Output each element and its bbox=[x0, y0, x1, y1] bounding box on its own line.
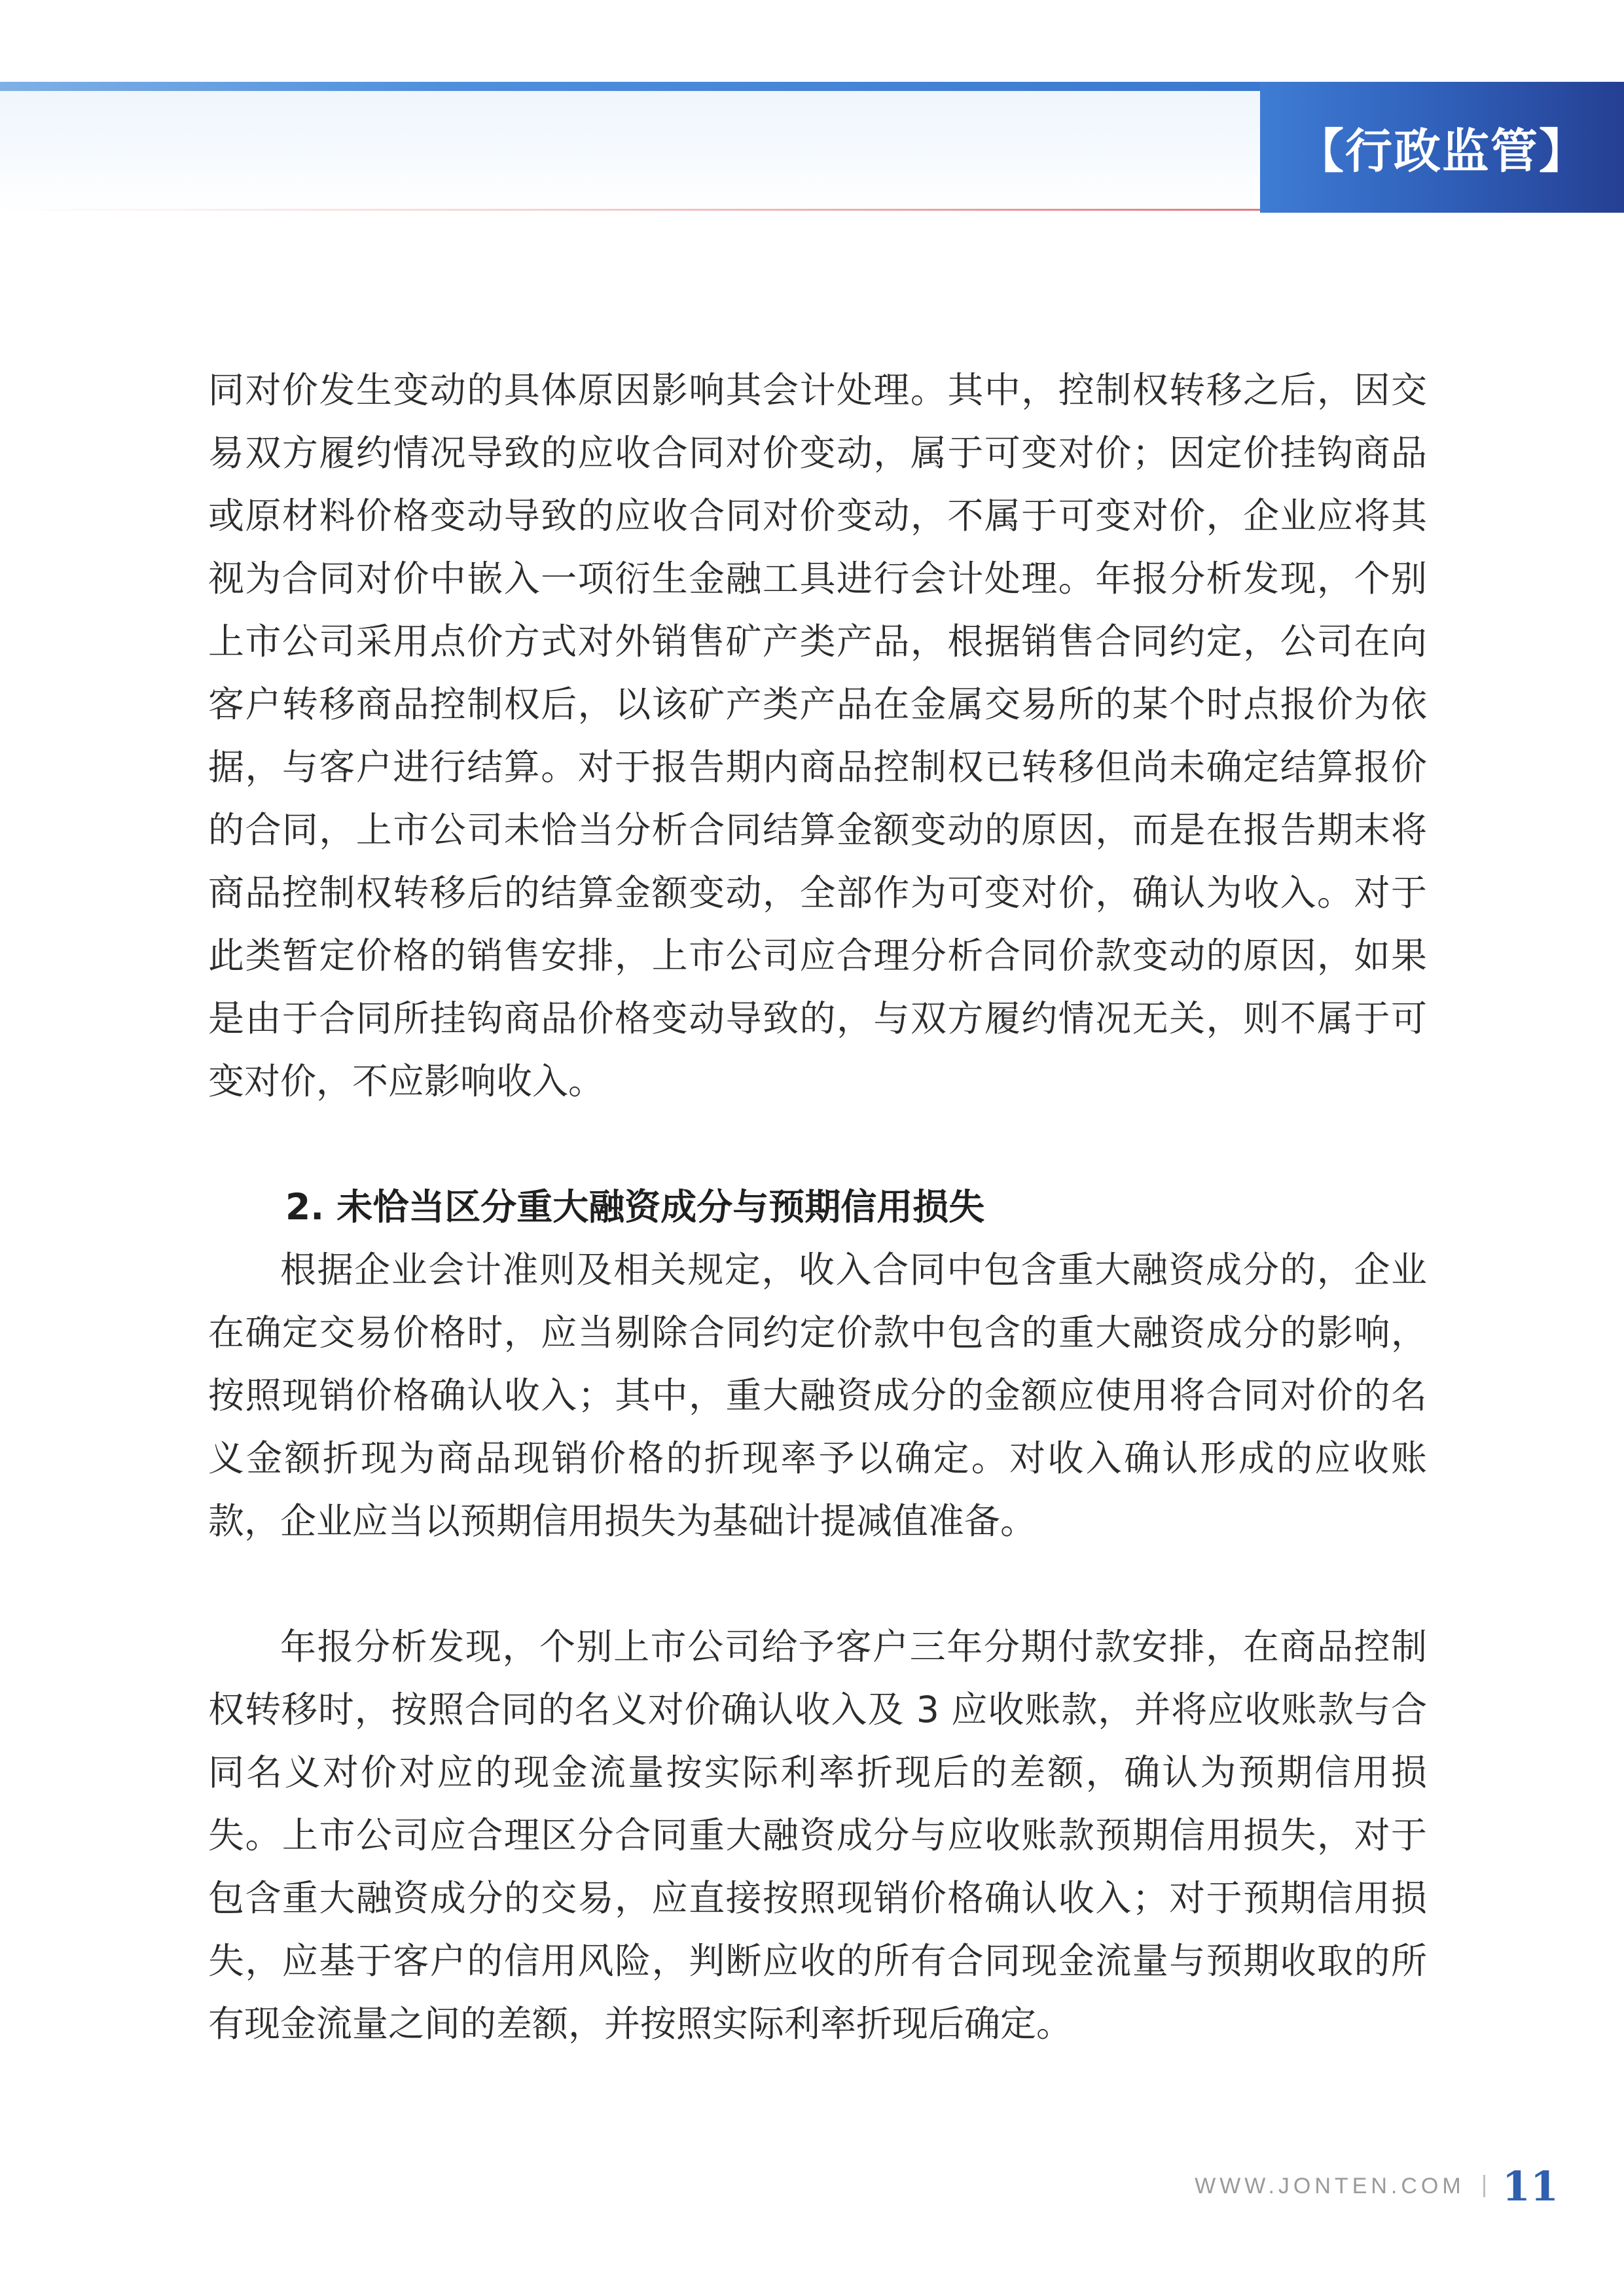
header-accent-line bbox=[0, 82, 1260, 91]
article-body bbox=[208, 359, 1427, 2055]
website-link: WWW.JONTEN.COM bbox=[1195, 2173, 1465, 2198]
paragraph-continued: 同对价发生变动的具体原因影响其会计处理。其中，控制权转移之后，因交易双方履约情况导致的应收合同对价变动，属于可变对价；因定价挂钩商品或原材料价格变动导致的应收合同对价变动，不属于可变对价，企业应将其视为合同对价中嵌入一项衍生金融工具进行会计处理。年报分析发现，个别上市公司采用点价方式对外销售矿产类产品，根据销售合同约定，公司在向客户转移商品控制权后，以该矿产类产品在金属交易所的某个时点报价为依据，与客户进行结算。对于报告期内商品控制权已转移但尚未确定结算报价的合同，上市公司未恰当分析合同结算金额变动的原因，而是在报告期末将商品控制权转移后的结算金额变动，全部作为可变对价，确认为收入。对于此类暂定价格的销售安排，上市公司应合理分析合同价款变动的原因，如果是由于合同所挂钩商品价格变动导致的，与双方履约情况无关，则不属于可变对价，不应影响收入。 bbox=[208, 369, 1427, 1102]
section-label: 【行政监管】 bbox=[1296, 123, 1587, 179]
header-underline bbox=[0, 209, 1260, 211]
page-number: 11 bbox=[1502, 2162, 1559, 2210]
paragraph-analysis: 年报分析发现，个别上市公司给予客户三年分期付款安排，在商品控制权转移时，按照合同的名义对价确认收入及 3 应收账款，并将应收账款与合同名义对价对应的现金流量按实际利率折现后的差额，确认为预期信用损失。上市公司应合理区分合同重大融资成分与应收账款预期信用损失，对于包含重大融资成分的交易，应直接按照现销价格确认收入；对于预期信用损失，应基于客户的信用风险，判断应收的所有合同现金流量与预期收取的所有现金流量之间的差额，并按照实际利率折现后确定。 bbox=[208, 1626, 1427, 2045]
section-tab bbox=[1260, 82, 1624, 213]
section-heading: 2. 未恰当区分重大融资成分与预期信用损失 bbox=[285, 1186, 985, 1228]
paragraph-regulation: 根据企业会计准则及相关规定，收入合同中包含重大融资成分的，企业在确定交易价格时，应当剔除合同约定价款中包含的重大融资成分的影响，按照现销价格确认收入；其中，重大融资成分的金额应使用将合同对价的名义金额折现为商品现销价格的折现率予以确定。对收入确认形成的应收账款，企业应当以预期信用损失为基础计提减值准备。 bbox=[208, 1249, 1427, 1542]
page-footer bbox=[1195, 2153, 1559, 2219]
footer-divider bbox=[1483, 2175, 1485, 2197]
